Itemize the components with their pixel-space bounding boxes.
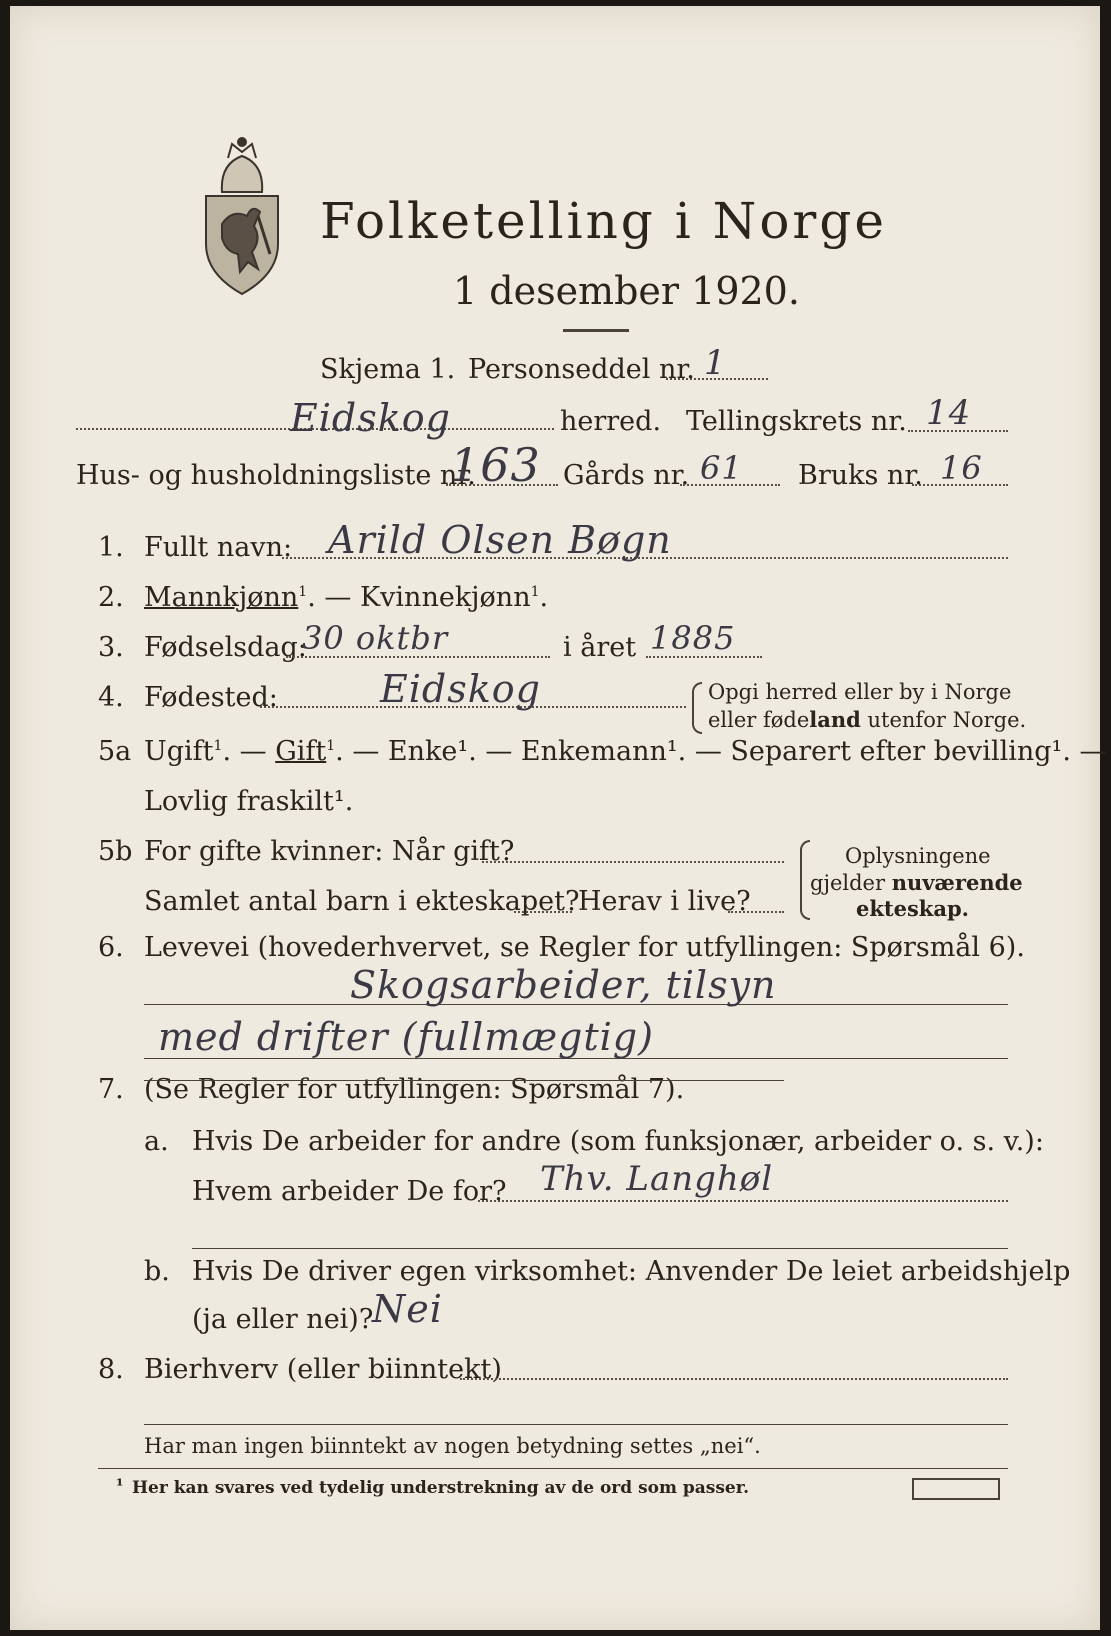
q7-label: (Se Regler for utfyllingen: Spørsmål 7). [144,1074,685,1105]
q7b-label1: Hvis De driver egen virksomhet: Anvender De leiet arbeidshjelp [192,1256,1071,1287]
q2-separator: — [324,582,352,613]
q5b-label3: Herav i live? [578,886,751,917]
q3-year-value: 1885 [650,619,736,657]
norway-coat-of-arms-icon [192,134,292,299]
q4-note-brace [692,682,702,734]
q7b-label2: (ja eller nei)? [192,1304,374,1335]
bruks-value: 16 [940,449,983,487]
q5a-ugift-footnote-ref: 1 [213,738,223,754]
bruks-label: Bruks nr. [798,460,923,491]
q6-label: Levevei (hovederhvervet, se Regler for utfyllingen: Spørsmål 6). [144,932,1025,963]
q5b-number: 5b [98,836,133,867]
q4-number: 4. [98,682,124,713]
q5a-fraskilt-option[interactable]: Lovlig fraskilt¹. [144,786,354,817]
q4-note-text-c: utenfor Norge. [860,708,1027,732]
q3-label: Fødselsdag: [144,632,307,663]
printer-stamp-icon [912,1478,1000,1500]
q7a-employer-value: Thv. Langhøl [540,1159,774,1199]
q4-note-text-a: eller føde [708,708,810,732]
q5b-note-line3: ekteskap. [856,896,969,921]
herred-label: herred. [560,406,662,437]
q3-value: 30 oktbr [302,619,449,657]
q5b-children-field[interactable] [514,911,572,913]
gards-value: 61 [700,449,743,487]
q5a-gift-option[interactable]: Gift [275,736,327,767]
q5a-other-options[interactable]: — Enke¹. — Enkemann¹. — Separert efter bevilling¹. — [352,736,1107,767]
q5a-ugift-option[interactable]: Ugift [144,736,214,767]
personseddel-label: Personseddel nr. [468,354,695,385]
footnote-text: Her kan svares ved tydelig understrekning av de ord som passer. [132,1478,750,1498]
q5a-gift-footnote-ref: 1 [326,738,336,754]
form-title: Folketelling i Norge [320,192,887,250]
q2-male-option[interactable]: Mannkjønn [144,582,299,613]
q5a-number: 5a [98,736,132,767]
q2-options [144,584,548,611]
q7a-label1: Hvis De arbeider for andre (som funksjonær, arbeider o. s. v.): [192,1126,1044,1157]
q2-female-period: . [539,582,549,613]
q6-value-line2: med drifter (fullmægtig) [158,1015,654,1059]
q2-male-footnote-ref: 1 [298,584,308,600]
q8-label: Bierhverv (eller biinntekt) [144,1354,502,1385]
q5b-note-text-a: gjelder [810,871,892,895]
form-date: 1 desember 1920. [453,269,800,313]
q8-number: 8. [98,1354,124,1385]
q8-extra-line[interactable] [144,1424,1008,1425]
husliste-label: Hus- og husholdningsliste nr. [76,460,476,491]
q5a-options: Ugift$^1$. — Gift$^1$. — Enke¹. — Enkemann¹. — Separert efter bevilling¹. — [144,736,1107,767]
q2-number: 2. [98,582,124,613]
q8-field[interactable] [460,1378,1008,1380]
title-divider [563,329,629,332]
q5b-alive-field[interactable] [728,911,784,913]
q4-value: Eidskog [380,667,541,711]
q6-value-line1: Skogsarbeider, tilsyn [350,963,777,1007]
footnote-mark: ¹ [116,1476,124,1496]
q2-male-period: . [307,582,316,613]
q5b-note-text-bold: nuværende [891,870,1023,895]
q1-label: Fullt navn: [144,532,293,563]
q7a-label2: Hvem arbeider De for? [192,1176,507,1207]
q4-note-text-bold: land [809,707,861,732]
q4-label: Fødested: [144,682,278,713]
q7-label-underline [144,1080,784,1081]
personseddel-value: 1 [704,343,727,383]
q7a-employer-field[interactable] [478,1200,1008,1202]
tellingskrets-label: Tellingskrets nr. [686,406,907,437]
q5b-note-line2 [810,872,1023,894]
q3-year-label: i året [563,632,637,663]
herred-value: Eidskog [290,396,451,440]
q2-female-footnote-ref: 1 [530,584,540,600]
q5b-married-date-field[interactable] [482,861,784,863]
q1-value: Arild Olsen Bøgn [328,518,672,562]
q1-number: 1. [98,532,124,563]
q5b-label1: For gifte kvinner: Når gift? [144,836,515,867]
q5b-note-brace [800,840,810,920]
q7a-extra-line[interactable] [192,1248,1008,1249]
q7b-number: b. [144,1256,170,1287]
q3-number: 3. [98,632,124,663]
q2-female-option[interactable]: Kvinnekjønn [360,582,531,613]
skjema-label: Skjema 1. [320,354,456,385]
nei-note: Har man ingen biinntekt av nogen betydning settes „nei“. [144,1434,761,1458]
q4-note-line1: Opgi herred eller by i Norge [708,680,1012,704]
q7a-number: a. [144,1126,169,1157]
q5b-note-line1: Oplysningene [845,844,991,868]
census-form-page [10,6,1107,1630]
q7-number: 7. [98,1074,124,1105]
q4-note-line2 [708,709,1026,731]
q6-number: 6. [98,932,124,963]
q7b-value: Nei [372,1287,443,1331]
gards-label: Gårds nr. [563,460,690,491]
tellingskrets-value: 14 [926,393,972,433]
footer-divider [98,1468,1008,1469]
husliste-value: 163 [450,438,541,492]
q5b-label2: Samlet antal barn i ekteskapet? [144,886,580,917]
